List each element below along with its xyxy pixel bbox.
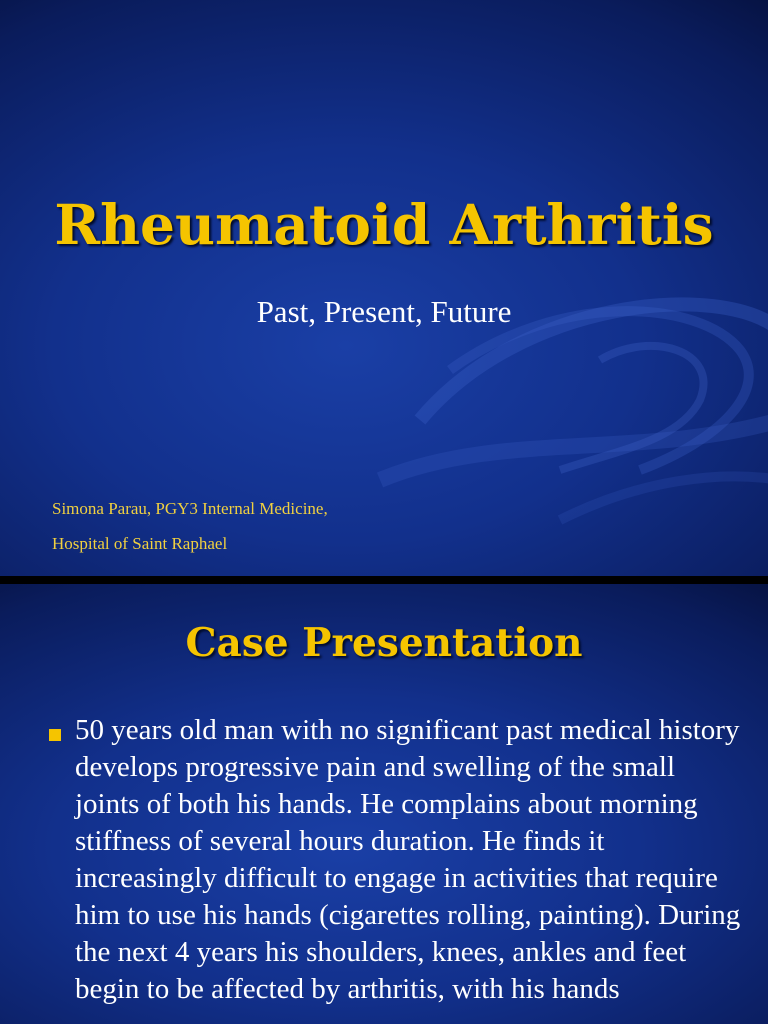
slide-separator [0, 576, 768, 584]
slide-case-presentation [0, 584, 768, 1024]
slide-subtitle: Past, Present, Future [256, 294, 512, 329]
slide-heading: Case Presentation [185, 620, 583, 666]
square-bullet-icon [49, 729, 61, 741]
author-line-name: Simona Parau, PGY3 Internal Medicine, [52, 499, 328, 518]
bullet-text: 50 years old man with no significant past medical history develops progressive pain and swelling of the small joints of both his hands. He complains about morning stiffness of several hours duration. He finds it increasingly difficult to engage in activities that require him to use his hands (cigarettes rolling, painting). During the next 4 years his shoulders, knees, ankles and feet begin to be affected by arthritis, with his hands [75, 714, 741, 1005]
author-line-affiliation: Hospital of Saint Raphael [52, 534, 228, 553]
slide-title-heading: Rheumatoid Arthritis [54, 192, 714, 257]
